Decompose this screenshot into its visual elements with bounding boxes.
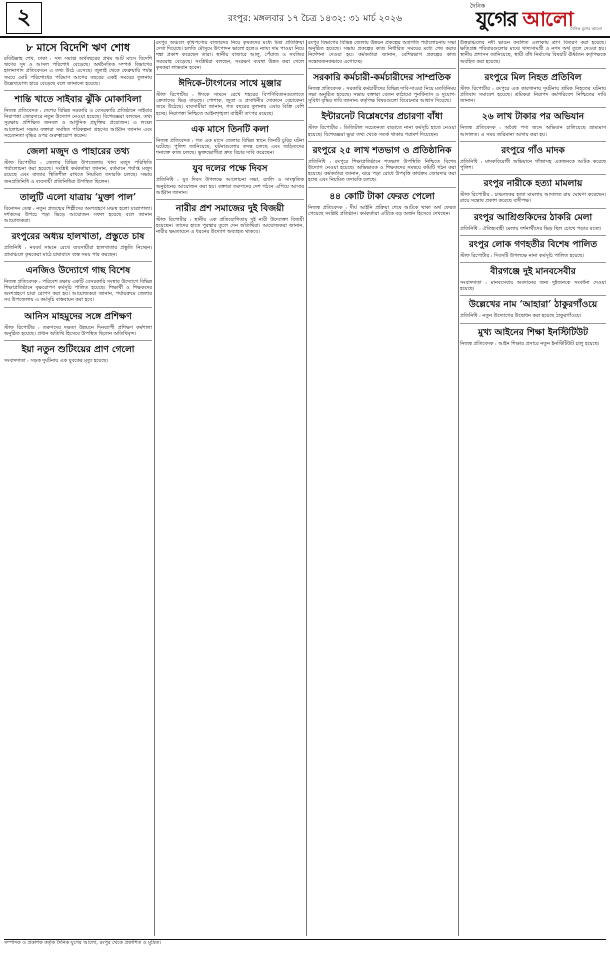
news-article bbox=[308, 40, 456, 69]
column-4 bbox=[460, 40, 606, 936]
article-body: নিজস্ব প্রতিবেদক : দেশের বিভিন্ন সরকারি ও বেসরকারি প্রতিষ্ঠানে সাইবার নিরাপত্তা জোরদারে নতুন উদ্যোগ নেওয়া হয়েছে। বিশেষজ্ঞরা বলছেন, তথ্য সুরক্ষায় প্রশিক্ষিত জনবল ও আধুনিক প্রযুক্তির প্রয়োজন। এ লক্ষ্যে আলোচনা সভায় বক্তারা সমন্বিত পরিকল্পনা গ্রহণের আহ্বান জানান এবং সচেতনতা বৃদ্ধির ওপর গুরুত্বারোপ করেন। bbox=[4, 108, 152, 139]
article-headline: রংপুর লোক গণহতীর বিশেষ পালিত bbox=[468, 239, 598, 250]
article-body: স্টাফ রিপোর্টার : দিবসটি উপলক্ষে নানা কর্মসূচি পালিত হয়েছে। bbox=[460, 252, 585, 259]
column-divider bbox=[306, 40, 307, 936]
article-headline: ৮ মাসে বিদেশি ঋণ শোধ bbox=[26, 42, 130, 54]
article-body: সংবাদদাতা : সড়ক দুর্ঘটনায় এক যুবকের মৃত্যু হয়েছে। bbox=[4, 358, 109, 365]
article-body: নিজস্ব প্রতিবেদক : দীর্ঘ আইনি প্রক্রিয়া শেষে আটকে থাকা অর্থ ফেরত পেয়েছে সংশ্লিষ্ট প্রতিষ্ঠান। কর্মকর্তারা এটিকে বড় অর্জন হিসেবে দেখছেন। bbox=[308, 204, 456, 217]
article-body: নিজস্ব প্রতিবেদক : সরকারি কর্মচারীদের বিভিন্ন দাবি-দাওয়া নিয়ে মতবিনিময় সভা অনুষ্ঠিত হয়েছে। সভায় বক্তারা বেতন কাঠামো পুনর্বিন্যাস ও সুযোগ-সুবিধা বৃদ্ধির দাবি জানান। কর্তৃপক্ষ বিষয়গুলো বিবেচনার আশ্বাস দিয়েছে। bbox=[308, 85, 456, 105]
article-headline: উল্লেখের নাম ‘আহারা’ ঠাকুরগাঁওয়ে bbox=[468, 300, 598, 311]
dateline: রংপুর: মঙ্গলবার ১৭ চৈত্র ১৪৩২: ৩১ মার্চ ২০২৬ bbox=[228, 14, 402, 24]
news-article bbox=[308, 192, 456, 220]
news-article bbox=[156, 125, 304, 161]
news-article bbox=[460, 73, 606, 109]
column-divider bbox=[458, 40, 459, 936]
article-headline: আনিস মাহমুদের সঙ্গে প্রশিক্ষণ bbox=[24, 311, 132, 322]
news-article bbox=[460, 146, 606, 175]
news-article bbox=[4, 147, 152, 189]
news-article bbox=[308, 146, 456, 188]
article-body: নিজস্ব প্রতিবেদক : গত এক মাসে জেলার বিভিন্ন স্থানে তিনটি চুরির ঘটনা ঘটেছে। পুলিশ জানিয়েছে, ঘটনাগুলোর তদন্ত চলছে এবং জড়িতদের শনাক্তে কাজ চলছে। ভুক্তভোগীরা দ্রুত বিচার দাবি করেছেন। bbox=[156, 137, 304, 157]
news-article bbox=[156, 164, 304, 200]
article-body: প্রতিনিধি : নববর্ষ সামনে রেখে ব্যবসায়ীরা হালখাতার প্রস্তুতি নিচ্ছেন। গ্রামাঞ্চলে কৃষকেরা মাঠে চাষাবাদে ব্যস্ত সময় পার করছেন। bbox=[4, 245, 152, 258]
article-headline: এনজিও উদ্যোগে গাছ বিশেষ bbox=[25, 265, 131, 276]
article-body: সংবাদদাতা : মানবসেবায় অবদানের জন্য দুইজনকে সংবর্ধনা দেওয়া হয়েছে। bbox=[460, 280, 606, 293]
news-article bbox=[460, 40, 606, 69]
article-headline: ৪৪ কোটি টাকা ফেরত পেলো bbox=[329, 191, 435, 202]
news-article bbox=[156, 204, 304, 239]
article-headline: শান্তি খাতে সাইবার ঝুঁকি মোকাবিলা bbox=[14, 95, 142, 106]
article-headline: নারীর প্রশ সমাজের দুই বিজয়ী bbox=[175, 204, 285, 215]
article-headline: সরকারি কর্মচারী-কর্মচারীদের সাম্প্রতিক bbox=[313, 72, 451, 83]
news-article bbox=[4, 345, 152, 367]
column-2 bbox=[156, 40, 304, 936]
logo-prefix: দৈনিক bbox=[470, 3, 486, 10]
article-headline: ঈদিকে-টাংগনের সাথে মুঞ্জার bbox=[178, 79, 282, 90]
article-body: নিজস্ব প্রতিবেদক : অবৈধ পণ্য জব্দে অভিযান চালিয়েছে ভ্রাম্যমাণ আদালত। এ সময় জরিমানা আদায় করা হয়। bbox=[460, 125, 606, 138]
article-body: স্টাফ রিপোর্টার : তরুণদের দক্ষতা উন্নয়নে দিনব্যাপী প্রশিক্ষণ কর্মশালা অনুষ্ঠিত হয়েছে। প্রধান অতিথি হিসেবে উপস্থিত ছিলেন অতিথিবৃন্দ। bbox=[4, 324, 152, 337]
logo-name-part1: যুগের bbox=[476, 7, 523, 31]
news-article bbox=[460, 179, 606, 208]
article-body: উত্তরাঞ্চলের নদী ভাঙন কবলিত এলাকায় ত্রাণ বিতরণ করা হয়েছে। ক্ষতিগ্রস্ত পরিবারগুলোর মাঝে খাদ্যসামগ্রী ও নগদ অর্থ তুলে দেওয়া হয়। স্থানীয় প্রশাসন জানিয়েছে, স্থায়ী বাঁধ নির্মাণের বিষয়টি ঊর্ধ্বতন কর্তৃপক্ষকে অবহিত করা হয়েছে। bbox=[460, 40, 606, 65]
article-headline: রংপুর আশ্রিগুকিদের ঠাকরি মেলা bbox=[473, 212, 593, 223]
article-body: প্রতিনিধি : নতুন উদ্যোগের উদ্বোধন করা হয়েছে ঠাকুরগাঁওয়ে। bbox=[460, 313, 582, 320]
column-divider bbox=[154, 40, 155, 936]
article-body: রবিউল্লাহ শেখ, ঢাকা : সদ্য সমাপ্ত অর্থবছরের প্রথম আট মাসে বিদেশি ঋণের সুদ ও আসল পরিশোধ বেড়েছে। অর্থনৈতিক সম্পর্ক বিভাগের হালনাগাদ প্রতিবেদনে এ তথ্য উঠে এসেছে। জুলাই থেকে ফেব্রুয়ারি পর্যন্ত সময়ে মোট পরিশোধের পরিমাণ আগের বছরের একই সময়ের তুলনায় উল্লেখযোগ্য হারে বেড়েছে বলে জানানো হয়েছে। bbox=[4, 56, 152, 87]
article-body: স্টাফ রিপোর্টার : স্থানীয় এক প্রতিযোগিতায় দুই নারী উদ্যোক্তা বিজয়ী হয়েছেন। তাদের হাতে পুরস্কার তুলে দেন অতিথিরা। আয়োজকরা জানান, নারীর ক্ষমতায়নে এ ধরনের উদ্যোগ অব্যাহত থাকবে। bbox=[156, 217, 304, 236]
news-article bbox=[460, 112, 606, 141]
logo-name-part2: আলো bbox=[522, 7, 573, 31]
masthead bbox=[0, 0, 610, 38]
article-body: নিজস্ব প্রতিবেদক : আইন শিক্ষার প্রসারে নতুন ইনস্টিটিউট চালু হয়েছে। bbox=[460, 340, 600, 347]
article-body: স্টাফ রিপোর্টার : রংপুরে এক কারখানায় দুর্ঘটনায় শ্রমিক নিহতের ঘটনায় প্রতিবাদ সমাবেশ হয়েছে। শ্রমিকরা নিরাপদ কর্মপরিবেশ নিশ্চিতের দাবি জানান। bbox=[460, 85, 606, 105]
article-headline: ইয়া নতুন শুটিংয়ের প্রাণ গেলো bbox=[21, 345, 135, 356]
article-body: স্টাফ রিপোর্টার : চাঞ্চল্যকর হত্যা মামলায় আদালত রায় ঘোষণা করেছেন। রায়ে সন্তোষ প্রকাশ করেছে বাদীপক্ষ। bbox=[460, 192, 606, 205]
article-headline: জেলা মজুদ ও পাহারের তথ্য bbox=[26, 147, 130, 158]
imprint-footer: সম্পাদক ও প্রকাশক কর্তৃক দৈনিক যুগের আলো, রংপুর থেকে প্রকাশিত ও মুদ্রিত। bbox=[4, 939, 606, 954]
article-body: প্রতিনিধি : ঐতিহ্যবাহী মেলায় দর্শনার্থীদের ভিড় ছিল চোখে পড়ার মতো। bbox=[460, 225, 602, 232]
news-article bbox=[4, 193, 152, 229]
newspaper-logo bbox=[470, 1, 602, 33]
article-headline: যুব দলের পক্ষে দিবস bbox=[192, 164, 268, 175]
article-headline: ২৬ লাখ টাকার পর অভিযান bbox=[481, 112, 585, 123]
article-body: বিনোদন ডেস্ক : নতুন প্রজন্মের শিল্পীদের অংশগ্রহণে মঞ্চস্থ হলো যাত্রাপালা। দর্শকদের উপচে পড়া ভিড়ে আয়োজন সফল হয়েছে বলে জানান আয়োজকরা। bbox=[4, 205, 152, 225]
news-article bbox=[460, 240, 606, 263]
article-body: রংপুর অঞ্চলে কৃষিপণ্যের বাজারদর নিয়ে কৃষকদের মধ্যে মিশ্র প্রতিক্রিয়া দেখা দিয়েছে। চলতি মৌসুমে উৎপাদন ভালো হলেও ন্যায্য দাম পাওয়া নিয়ে শঙ্কা প্রকাশ করেছেন তারা। স্থানীয় বাজারে আলু, পেঁয়াজ ও সবজির সরবরাহ বেড়েছে। সংশ্লিষ্টরা বলছেন, সংরক্ষণ ব্যবস্থা উন্নত করা গেলে কৃষকরা লাভবান হবেন। bbox=[156, 40, 304, 71]
article-body: রংপুর বিভাগের বিভিন্ন জেলায় উন্নয়ন প্রকল্পের অগ্রগতি পর্যালোচনায় সভা অনুষ্ঠিত হয়েছে। সভায় প্রকল্পের কাজ নির্ধারিত সময়ের মধ্যে শেষ করার নির্দেশনা দেওয়া হয়। কর্মকর্তারা জানান, বেশিরভাগ প্রকল্পের কাজ সন্তোষজনকভাবে এগোচ্ছে। bbox=[308, 40, 456, 65]
article-headline: ইন্টারনেট বিশ্লেষণের প্রচারণা বাঁধা bbox=[321, 112, 443, 123]
article-headline: রংপুরে মিল নিহত প্রতিবিল bbox=[484, 72, 582, 83]
news-article bbox=[308, 73, 456, 109]
article-headline: এক মাসে তিনটি কলা bbox=[191, 124, 269, 135]
article-body: স্টাফ রিপোর্টার : জেলার বিভিন্ন উপজেলায় খাদ্য মজুদ পরিস্থিতি পর্যালোচনা করা হয়েছে। সংশ্লিষ্ট কর্মকর্তারা জানান, বর্তমানে পর্যাপ্ত মজুদ রয়েছে এবং বাজার স্থিতিশীল রাখতে নিয়মিত তদারকি চলছে। সভায় জনপ্রতিনিধি ও ব্যবসায়ী প্রতিনিধিরা উপস্থিত ছিলেন। bbox=[4, 160, 152, 185]
article-headline: রংপুরে ২৫ লাখ শতভাগ ও প্রতিষ্ঠানিক bbox=[312, 145, 452, 156]
article-body: স্টাফ রিপোর্টার : ডিজিটাল সচেতনতা বাড়াতে নানা কর্মসূচি হাতে নেওয়া হয়েছে। বিশেষজ্ঞরা ভুয়া তথ্য থেকে সতর্ক থাকার পরামর্শ দিয়েছেন। bbox=[308, 125, 456, 138]
article-body: স্টাফ রিপোর্টার : ঈদকে সামনে রেখে শহরের বিপণিবিতানগুলোতে ক্রেতাদের ভিড় বাড়ছে। পোশাক, জুতা ও প্রসাধনীর দোকানে বেচাকেনা জমে উঠেছে। ব্যবসায়ীরা জানান, গত বছরের তুলনায় এবার বিক্রি বেশি হচ্ছে। নিরাপত্তা নিশ্চিতে আইনশৃঙ্খলা বাহিনী তৎপর রয়েছে। bbox=[156, 92, 304, 117]
article-headline: বীরগঞ্জে দুই মানবসেবীর bbox=[490, 267, 576, 278]
news-article bbox=[460, 328, 606, 350]
page-number: ২ bbox=[6, 2, 42, 34]
article-headline: তালুটি এলো যাত্রায় ‘মুক্তা পাল’ bbox=[19, 192, 137, 203]
article-headline: মুখ্য আইনের শিক্ষা ইনস্টিটিউট bbox=[477, 327, 589, 338]
article-body: প্রতিনিধি : রংপুরে শিক্ষাপ্রতিষ্ঠানে শতভাগ উপস্থিতি নিশ্চিতে বিশেষ উদ্যোগ নেওয়া হয়েছে। অভিভাবক ও শিক্ষকদের সমন্বয়ে কমিটি গঠন করা হয়েছে। কর্মকর্তারা জানান, ঝরে পড়া রোধে উপবৃত্তি কার্যক্রম জোরদার করা হচ্ছে এবং নিয়মিত তদারকি চলছে। bbox=[308, 158, 456, 184]
article-body: নিজস্ব প্রতিবেদক : পরিবেশ রক্ষায় একটি বেসরকারি সংস্থার উদ্যোগে বিভিন্ন শিক্ষাপ্রতিষ্ঠানে বৃক্ষরোপণ কর্মসূচি পালিত হয়েছে। শিক্ষার্থী ও শিক্ষকদের অংশগ্রহণে চারা রোপণ করা হয়। আয়োজকরা জানান, পর্যায়ক্রমে জেলার সব উপজেলায় এ কর্মসূচি বাস্তবায়ন করা হবে। bbox=[4, 278, 152, 304]
news-article bbox=[156, 79, 304, 121]
column-3 bbox=[308, 40, 456, 936]
article-headline: রংপুর নারীকে হত্যা মামলায় bbox=[483, 179, 583, 190]
article-headline: রংপুরের অধ্যয় হালখাতা, প্রস্তুতে চাষ bbox=[11, 232, 145, 243]
logo-tagline: দৈনিক যুগের আলো bbox=[570, 26, 602, 31]
article-headline: রংপুরে গাঁও মাদক bbox=[501, 145, 565, 156]
article-body: প্রতিনিধি : যুব দিবস উপলক্ষে আলোচনা সভা, র‌্যালি ও সাংস্কৃতিক অনুষ্ঠানের আয়োজন করা হয়। বক্তারা তরুণদের দেশ গঠনে এগিয়ে আসার আহ্বান জানান। bbox=[156, 177, 304, 196]
column-1 bbox=[4, 40, 152, 936]
article-body: প্রতিনিধি : মাদকবিরোধী অভিযানে গাঁজাসহ একজনকে আটক করেছে পুলিশ। bbox=[460, 158, 606, 172]
news-article bbox=[156, 40, 304, 75]
logo-name bbox=[476, 5, 573, 38]
news-article bbox=[4, 232, 152, 261]
news-article bbox=[308, 112, 456, 141]
news-article bbox=[4, 312, 152, 341]
news-article bbox=[4, 95, 152, 143]
news-article bbox=[4, 42, 152, 91]
news-article bbox=[460, 267, 606, 296]
news-article bbox=[4, 266, 152, 308]
news-article bbox=[460, 300, 606, 323]
news-article bbox=[460, 213, 606, 236]
